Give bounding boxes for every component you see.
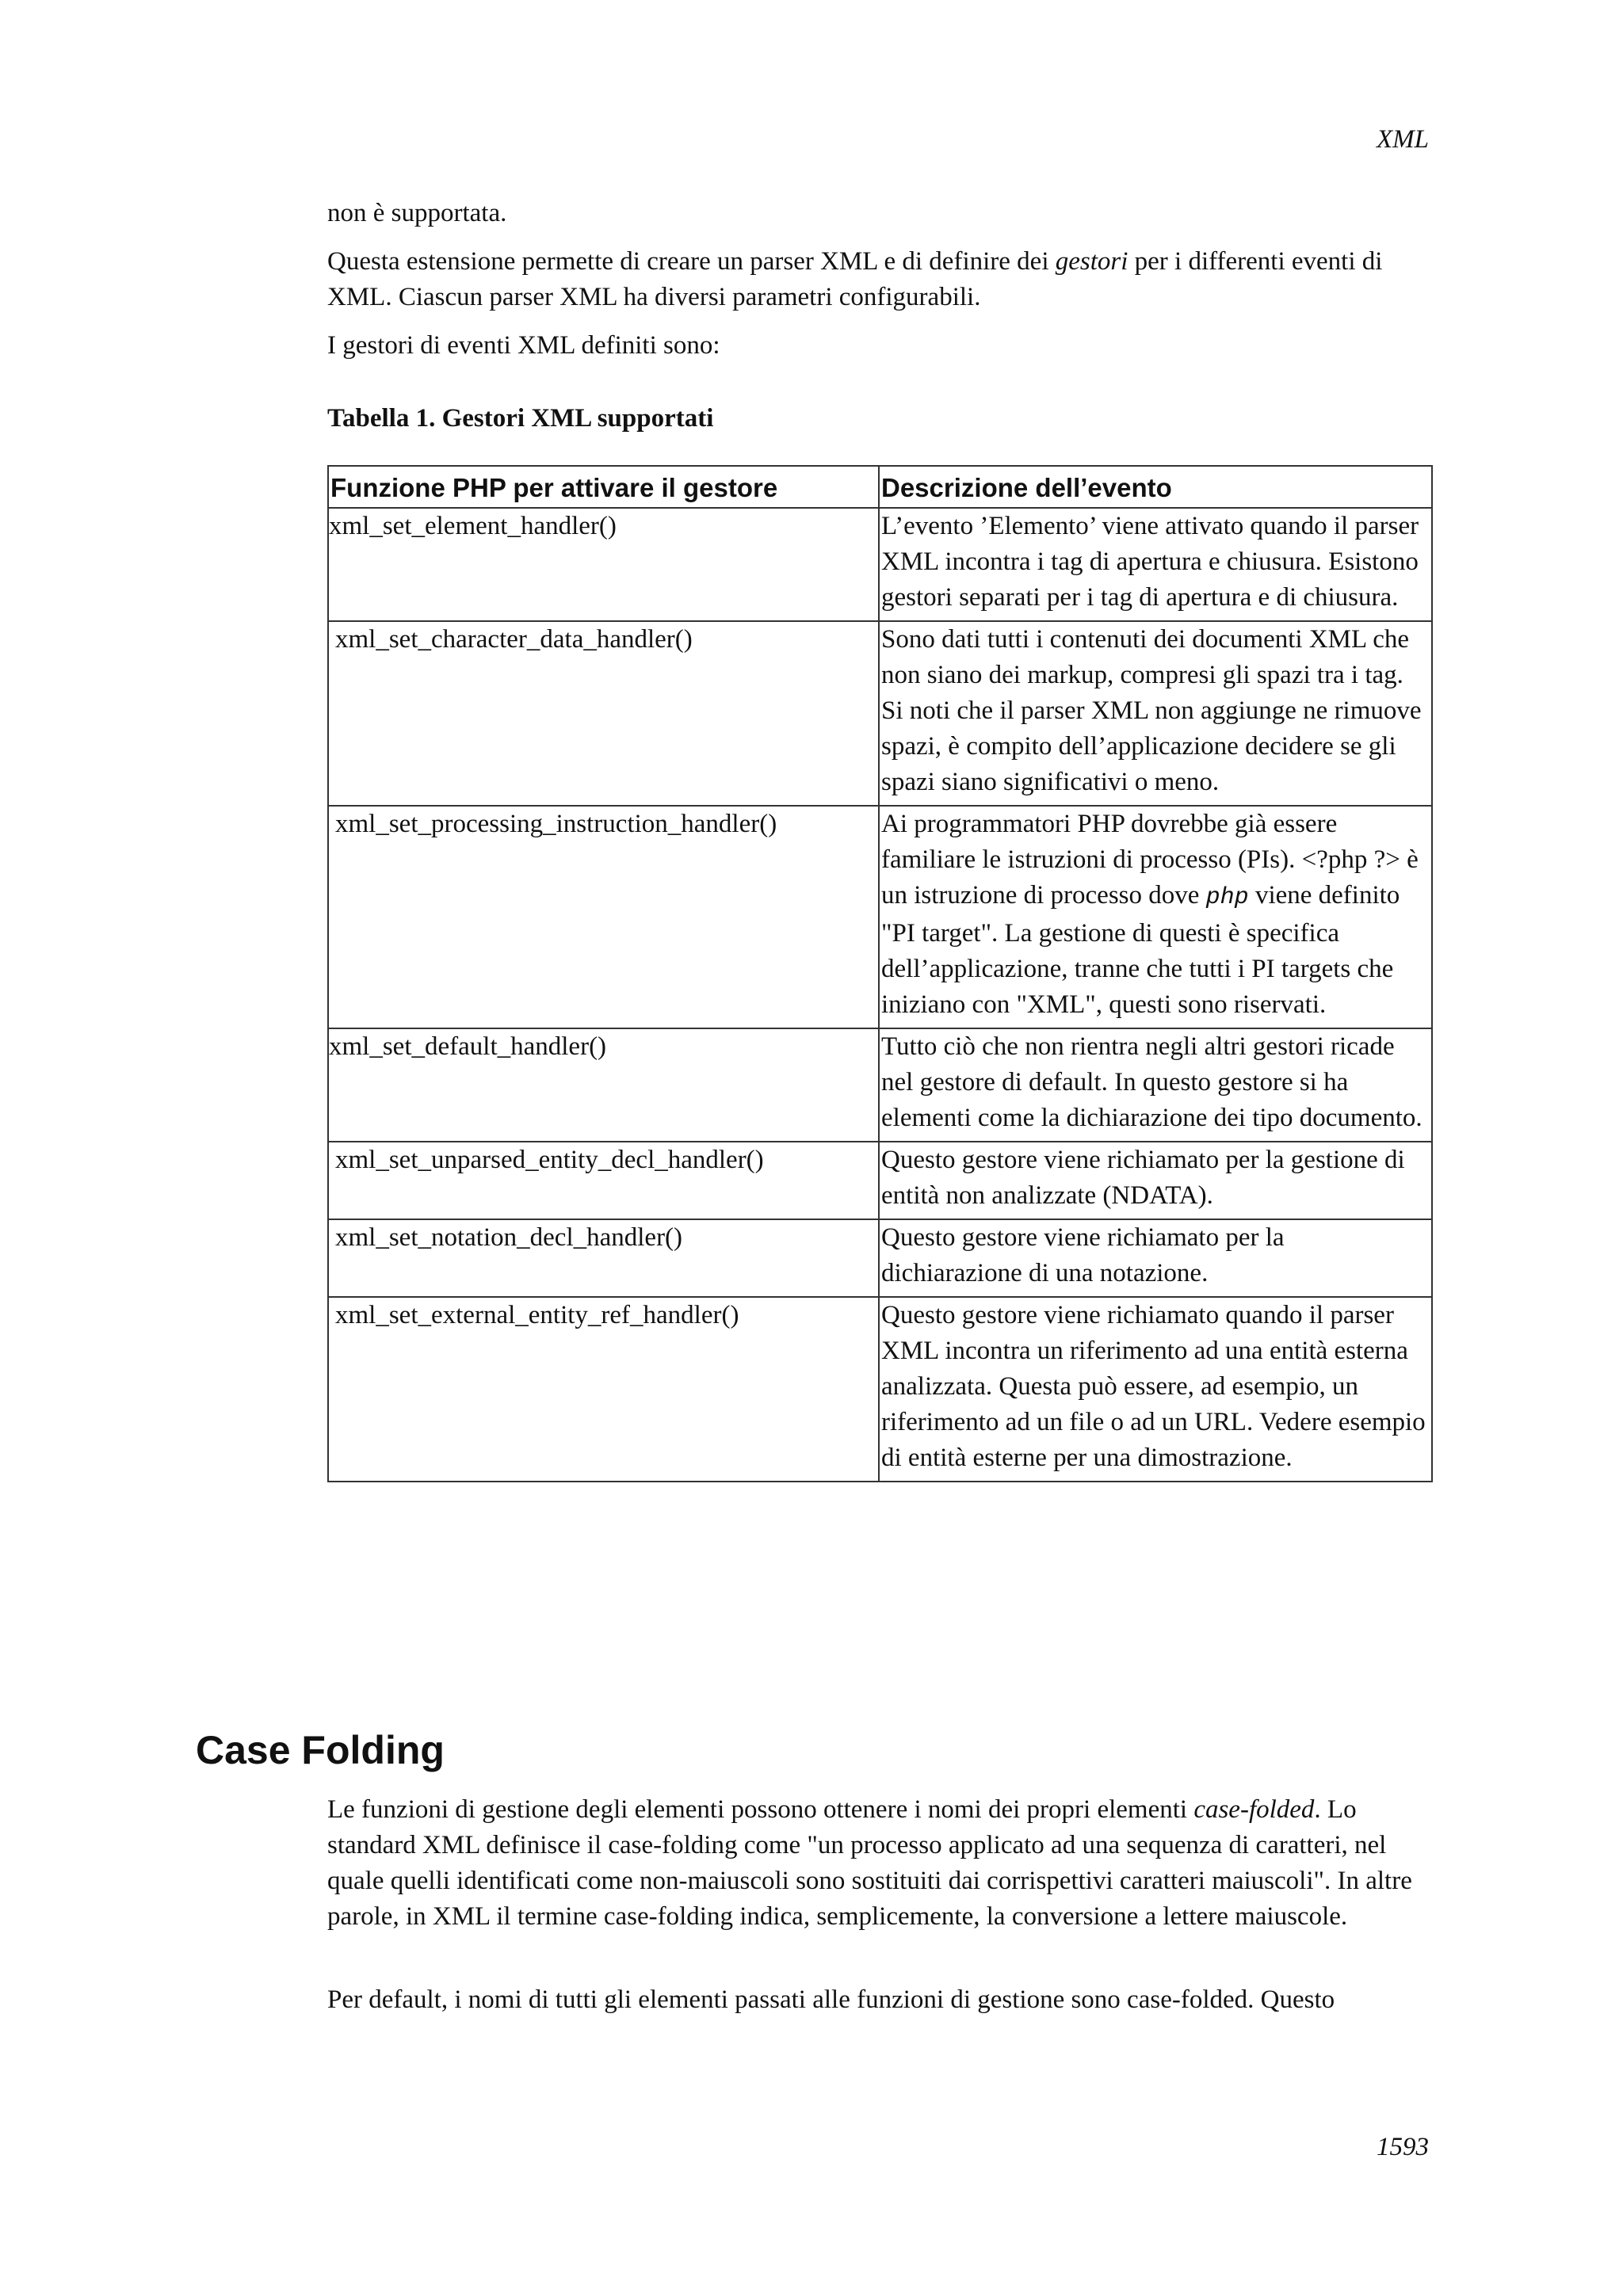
description-cell: Questo gestore viene richiamato per la dichiarazione di una notazione.: [879, 1219, 1432, 1297]
handlers-table: [327, 465, 1433, 1482]
table-row: [328, 621, 1432, 806]
case-folding-text-before: Le funzioni di gestione degli elementi possono ottenere i nomi dei propri elementi: [327, 1795, 1194, 1824]
column-header-description: Descrizione dell’evento: [879, 466, 1432, 508]
description-cell: Questo gestore viene richiamato quando il parser XML incontra un riferimento ad una entità esterna analizzata. Questa può essere, ad esempio, un riferimento ad un file o ad un URL. Vedere esempio di entità esterne per una dimostrazione.: [879, 1297, 1432, 1482]
inline-code: php: [1205, 884, 1249, 911]
table-row: [328, 1297, 1432, 1482]
running-header: XML: [1377, 125, 1429, 154]
function-name-cell: xml_set_character_data_handler(): [328, 621, 879, 806]
case-folding-emphasis: case-folded: [1193, 1795, 1315, 1824]
function-name-cell: xml_set_unparsed_entity_decl_handler(): [328, 1142, 879, 1219]
table-row: [328, 508, 1432, 621]
description-cell: [879, 806, 1432, 1028]
case-folding-paragraph: [327, 1792, 1437, 1935]
table-row: [328, 1028, 1432, 1142]
case-folding-text-after: . Lo standard XML definisce il case-folding come "un processo applicato ad una sequenza di caratteri, nel quale quelli identificati come non-maiuscoli sono sostituiti dai corrispettivi caratteri maiuscoli". In altre parole, in XML il termine case-folding indica, semplicemente, la conversione a lettere maiuscole.: [327, 1795, 1412, 1931]
function-name-cell: xml_set_notation_decl_handler(): [328, 1219, 879, 1297]
description-text-after: viene definito "PI target". La gestione di questi è specifica dell’applicazione, tranne che tutti i PI targets che iniziano con "XML", questi sono riservati.: [881, 881, 1400, 1019]
page-number: 1593: [1377, 2133, 1429, 2161]
intro-paragraph: [327, 244, 1437, 315]
intro-text-before: Questa estensione permette di creare un parser XML e di definire dei: [327, 247, 1056, 276]
table-header-row: [328, 466, 1432, 508]
description-cell: Sono dati tutti i contenuti dei documenti XML che non siano dei markup, compresi gli spazi tra i tag. Si noti che il parser XML non aggiunge ne rimuove spazi, è compito dell’applicazione decidere se gli spazi siano significativi o meno.: [879, 621, 1432, 806]
intro-text-after: per i differenti eventi di XML. Ciascun parser XML ha diversi parametri configurabili.: [327, 247, 1383, 311]
description-text-before: Ai programmatori PHP dovrebbe già essere familiare le istruzioni di processo (PIs). <?php ?> è un istruzione di processo dove: [881, 810, 1419, 910]
description-cell: Tutto ciò che non rientra negli altri gestori ricade nel gestore di default. In questo gestore si ha elementi come la dichiarazione dei tipo documento.: [879, 1028, 1432, 1142]
table-row: [328, 1219, 1432, 1297]
column-header-function: Funzione PHP per attivare il gestore: [328, 466, 879, 508]
description-cell: L’evento ’Elemento’ viene attivato quando il parser XML incontra i tag di apertura e chiusura. Esistono gestori separati per i tag di apertura e di chiusura.: [879, 508, 1432, 621]
table-row: [328, 1142, 1432, 1219]
function-name-cell: xml_set_processing_instruction_handler(): [328, 806, 879, 1028]
function-name-cell: xml_set_external_entity_ref_handler(): [328, 1297, 879, 1482]
continuation-paragraph: non è supportata.: [327, 199, 507, 227]
function-name-cell: xml_set_default_handler(): [328, 1028, 879, 1142]
intro-emphasis: gestori: [1055, 247, 1128, 276]
description-cell: Questo gestore viene richiamato per la gestione di entità non analizzate (NDATA).: [879, 1142, 1432, 1219]
table-caption: Tabella 1. Gestori XML supportati: [327, 404, 714, 433]
handlers-list-intro: I gestori di eventi XML definiti sono:: [327, 331, 720, 360]
default-case-folding-paragraph: Per default, i nomi di tutti gli elementi passati alle funzioni di gestione sono case-folded. Questo: [327, 1985, 1335, 2014]
table-row: [328, 806, 1432, 1028]
function-name-cell: xml_set_element_handler(): [328, 508, 879, 621]
section-heading: Case Folding: [196, 1728, 445, 1772]
